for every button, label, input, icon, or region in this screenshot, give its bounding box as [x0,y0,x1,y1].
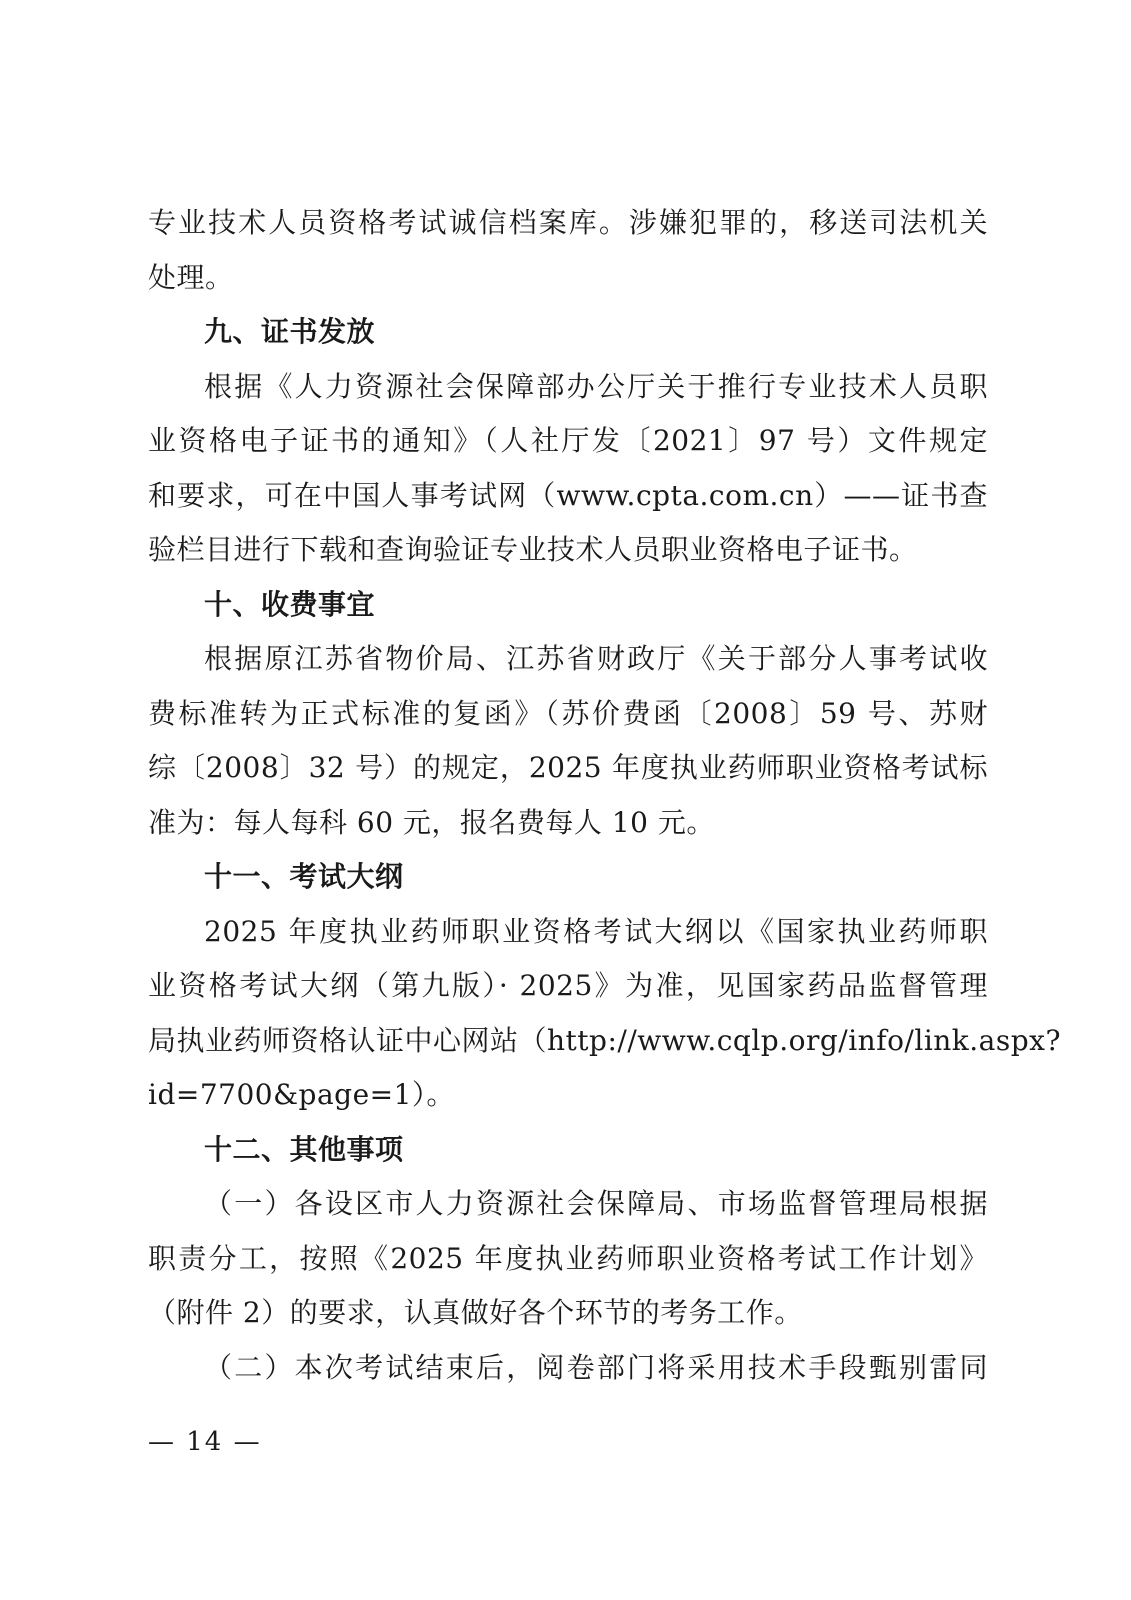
section-heading: 十一、考试大纲 [204,860,404,893]
body-line: 根据《人力资源社会保障部办公厅关于推行专业技术人员职 [204,369,988,403]
body-line: 根据原江苏省物价局、江苏省财政厅《关于部分人事考试收 [204,642,988,675]
document-body [148,196,1061,1395]
body-line: （二）本次考试结束后，阅卷部门将采用技术手段甄别雷同 [204,1350,988,1384]
body-line: 费标准转为正式标准的复函》（苏价费函〔2008〕59 号、苏财 [148,696,988,730]
body-line: （附件 2）的要求，认真做好各个环节的考务工作。 [148,1296,803,1329]
body-line: 局执业药师资格认证中心网站（http://www.cqlp.org/info/link.aspx? [148,1023,1061,1057]
section-heading: 十二、其他事项 [204,1132,404,1166]
body-line: （一）各设区市人力资源社会保障局、市场监督管理局根据 [204,1187,988,1220]
page-number: — 14 — [148,1427,262,1457]
body-line: 业资格电子证书的通知》（人社厅发〔2021〕97 号）文件规定 [148,424,988,457]
body-line: 准为：每人每科 60 元，报名费每人 10 元。 [148,805,715,839]
body-line: 验栏目进行下载和查询验证专业技术人员职业资格电子证书。 [148,533,918,566]
body-line: 职责分工，按照《2025 年度执业药师职业资格考试工作计划》 [148,1241,988,1275]
body-line: 业资格考试大纲（第九版）· 2025》为准，见国家药品监督管理 [148,969,988,1002]
body-line: 2025 年度执业药师职业资格考试大纲以《国家执业药师职 [204,914,988,948]
body-line: 和要求，可在中国人事考试网（www.cpta.com.cn）——证书查 [148,478,988,512]
section-heading: 九、证书发放 [204,315,376,348]
body-line: 处理。 [148,260,234,294]
section-heading: 十、收费事宜 [204,587,376,621]
body-line: id=7700&page=1）。 [148,1078,455,1111]
body-line: 综〔2008〕32 号）的规定，2025 年度执业药师职业资格考试标 [148,751,988,784]
body-line: 专业技术人员资格考试诚信档案库。涉嫌犯罪的，移送司法机关 [148,206,988,239]
